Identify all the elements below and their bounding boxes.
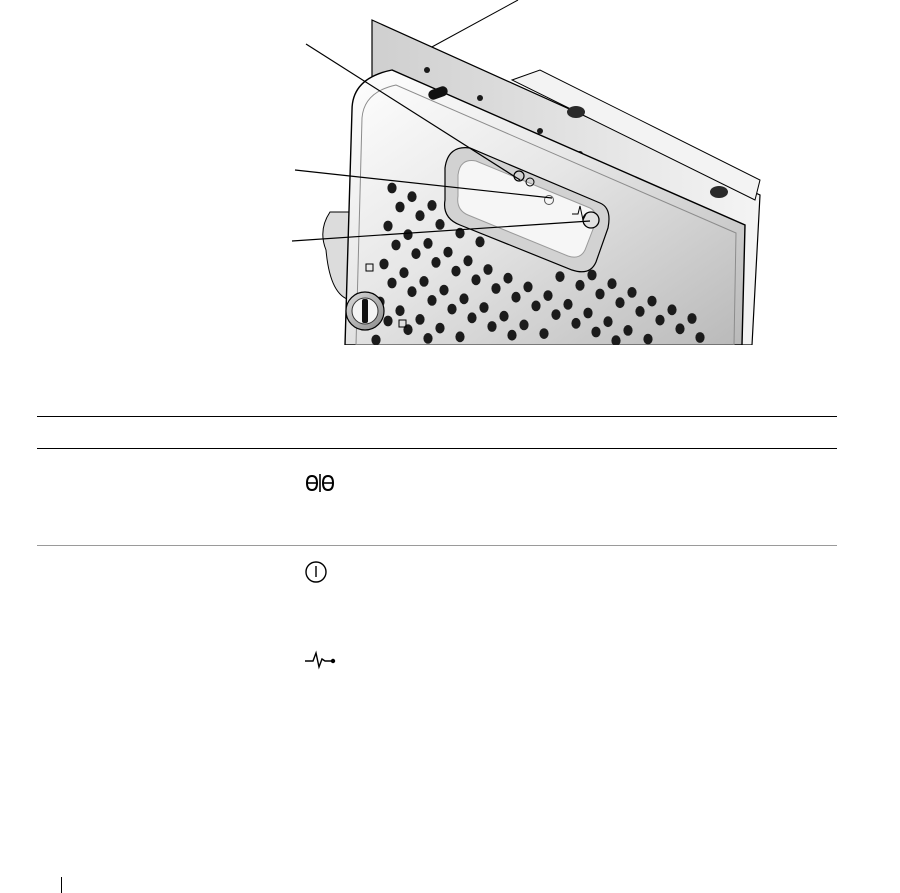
table-header-rule [37,448,837,449]
vent-hole [371,335,380,346]
vent-hole [587,270,596,281]
vent-hole [403,324,412,335]
vent-hole [499,311,508,322]
vent-hole [427,295,436,306]
vent-hole [399,267,408,278]
vent-hole [607,278,616,289]
vent-hole [403,229,412,240]
vent-hole [423,333,432,344]
vent-hole [687,313,696,324]
vent-hole [439,285,448,296]
vent-hole [643,334,652,345]
vent-hole [523,282,532,293]
vent-hole [387,183,396,194]
vent-hole [543,290,552,301]
vent-hole [575,280,584,291]
vent-hole [695,332,704,343]
vent-hole [419,276,428,287]
power-icon [304,560,328,584]
vent-hole [603,316,612,327]
vent-hole [635,306,644,317]
vent-hole [503,273,512,284]
vent-hole [379,259,388,270]
vent-hole [447,304,456,315]
vent-hole [443,247,452,258]
vent-hole [627,287,636,298]
vent-hole [463,255,472,266]
vent-hole [407,286,416,297]
vent-hole [675,323,684,334]
vent-hole [395,202,404,213]
vent-hole [483,264,492,275]
vent-hole [415,210,424,221]
server-front-bezel-illustration [0,0,900,360]
system-status-icon [304,650,338,670]
vent-hole [555,271,564,282]
vent-hole [591,327,600,338]
vent-hole [467,312,476,323]
vent-hole [451,266,460,277]
table-top-rule [37,416,837,417]
vent-hole [455,331,464,342]
vent-hole [391,240,400,251]
vent-hole [475,236,484,247]
vent-hole [563,299,572,310]
vent-hole [667,304,676,315]
vent-hole [415,314,424,325]
vent-hole [519,320,528,331]
page-margin-bar [61,877,62,893]
vent-hole [431,257,440,268]
vent-hole [487,321,496,332]
vent-hole [623,325,632,336]
vent-hole [571,318,580,329]
vent-hole [647,296,656,307]
vent-hole [511,292,520,303]
hard-drive-activity-icon [304,473,338,493]
vent-hole [531,301,540,312]
vent-hole [435,323,444,334]
vent-hole [423,238,432,249]
vent-hole [539,328,548,339]
vent-hole [551,309,560,320]
vent-hole [459,293,468,304]
vent-hole [655,315,664,326]
vent-hole [435,219,444,230]
vent-hole [407,191,416,202]
vent-hole [491,283,500,294]
vent-hole [383,316,392,327]
vent-hole [611,335,620,346]
vent-hole [471,274,480,285]
vent-hole [383,221,392,232]
table-row-divider [37,545,837,546]
vent-hole [427,200,436,211]
vent-hole [395,305,404,316]
vent-hole [411,248,420,259]
vent-hole [583,308,592,319]
vent-hole [479,302,488,313]
vent-hole [387,278,396,289]
vent-hole [615,297,624,308]
vent-hole [595,289,604,300]
vent-hole [507,330,516,341]
